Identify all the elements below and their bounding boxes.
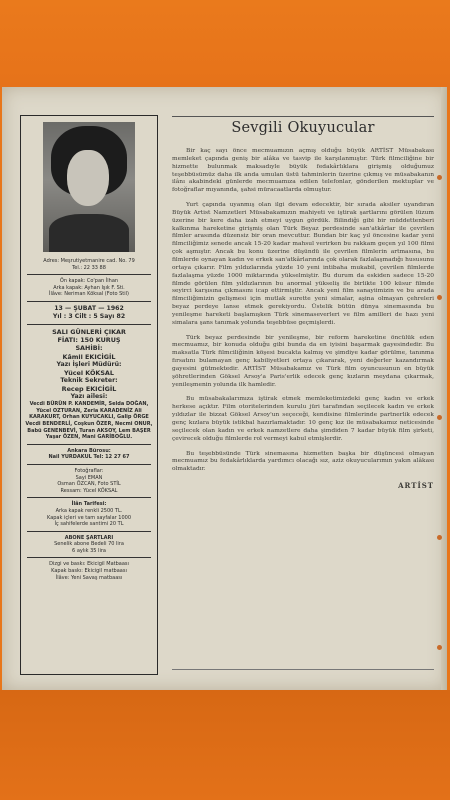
binding-hole (437, 175, 442, 180)
editorial-signature: ARTİST (398, 481, 434, 491)
editorial-column (172, 115, 434, 680)
editor-title: Yazı İşleri Müdürü: (56, 360, 122, 368)
divider (27, 274, 151, 275)
printing-1: Dizgi ve baskı: Ekicigil Matbaası (49, 561, 129, 568)
telephone: Tel.: 22 33 88 (72, 264, 106, 271)
price: FİATI: 150 KURUŞ (57, 336, 121, 345)
photo-body (49, 214, 129, 252)
photo-credit-2: Osman ÖZCAN, Foto STİL (57, 481, 121, 488)
cover-front-credit: Ön kapak: Co'pan İlhan (59, 278, 119, 285)
writers-title: Yazı ailesi: (70, 393, 108, 401)
magazine-page (2, 87, 447, 690)
tech-title: Teknik Sekreter: (60, 376, 118, 384)
binding-hole (437, 645, 442, 650)
orange-background-bottom (0, 690, 450, 800)
ankara-title: Ankara Bürosu: (67, 447, 111, 454)
divider (27, 497, 151, 498)
ad-rate-3: İç sahifelerde santimi 20 TL (54, 521, 124, 528)
cover-back-credit: Arka kapak: Ayhan Işık F. Sti. (53, 284, 125, 291)
divider (27, 301, 151, 302)
insert-credit: İlâve: Neriman Köksal (Foto Stil) (48, 291, 129, 298)
editorial-paragraph: Yurt çapında uyanmış olan ilgi devam edecektir, bir sırada aksiler uyandıran Büyük Artist Namzetleri Müsabakamızın mahiyeti ve iştirak şartlarını görülen lüzum üzerine bir kere daha izah etmeyi uygun gördük. Bilindiği gibi bir müddettenberi kalkınma hareketine girişmiş olan Türk Beyaz perdesinde san'atkârlar ile çevrilen filmler arasında düzensiz bir oran mevcuttur. Bundan bir kaç yıl öncesine kadar yeni filmciliğimiz senede ancak 15-20 kadar mahsul verirken bu rakkam geçen yıl 100 filmi çok aşmıştır. Ancak bu konu üzerine düşündü ile çevrilen filmlerin artmasına, bu filmlerde oynayan kadın ve erkek san'atkârlarında çok olarak fazlalaşmadığı hususunu ortaya çıkarır. Film yıldızlarında yüzde 10 yeni intibaha mukabil, çevrilen filmlerde fazlalaşma yüzde 1000 miktarında yükselmiştir. Bu durum da eskiden sadece 15-20 filmde görülen film yıldızlarının bu anormal yükseliş ile birlikte 100 küsur filmde seyirci karşısına çıkmasını icap ettirmiştir. Ancak yeni film sanayiimizin ve bu arada filmciliğimizin gelişmesi için mutlak surette yeni simalar, aşina olmayan çehreleri beyaz perdeye lanse etmek gerekiyordu. Üstelik bütün dünya sinemasında bu yenileşme hareketi başlamışken Türk sinemaseverleri ve film amilleri de hazı yeni simalara şans tanımak yolunda teşebbüse geçmişlerdi. (172, 202, 434, 326)
binding-hole (437, 535, 442, 540)
editorial-paragraph: Bu müsabakalarımıza iştirak etmek memleketimizdeki genç kadın ve erkek herkese açıktır. Film otoritelerinden kurulu jüri tarafından seçilecek kadın ve erkek yıldızlar ile bizzat Göksel Arsoy'un seçeceği, kendisine filmlerinde partnerlik edecek genç kızlara büyük istikbal hazırlamaktadır. 10 genç kız ile müsabakamız neticesinde seçilecek olan kadın ve erkek namzetlere daha şimdiden 7 kadar büyük film şirketi, çevirecek olduğu filmlerde rol vermeyi kabul etmişlerdir. (172, 396, 434, 442)
ad-title: İlân Tarifesi: (71, 501, 107, 508)
printing-2: Kapak baskı: Ekicigil matbaası (51, 568, 127, 575)
ankara-contact: Nail YURDAKUL Tel: 12 27 67 (48, 454, 130, 461)
owner-name: Kâmil EKICİGİL (62, 352, 116, 361)
editorial-paragraph: Bir kaç sayı önce mecmuamızın açmış olduğu büyük ARTİST Müsabakası memleket çapında geniş bir alâka ve tasvip ile karşılanmıştır. Türk filmciliğine bir hizmette bulunmak maksadıyle büyük fedakârlıklara girişmiş olduğumuz teşebbüsümüz daha ilk anda umulan üstü tahminlerin üzerine çıkmış ve müsabakanın ilânı akabindeki günlerde mecmuamıza edilen telefonlar, gönderilen mektuplar ve fotoğraflar mıyanında, şahsi müracaatlarda olmuştur. (172, 148, 434, 194)
orange-background-top (0, 0, 450, 90)
owner-title: SAHİBİ: (75, 344, 103, 353)
binding-hole (437, 415, 442, 420)
divider (27, 324, 151, 325)
subscription-yearly: Senelik abone Bedeli 70 lira (54, 541, 124, 548)
editorial-paragraph: Bu teşebbüsünde Türk sinemasına hizmetten başka bir düşüncesi olmayan mecmuamız bu fedakârlıklarda yardımcı olacağı sız, aziz okuyucularımın yakın alâkası olmaktadır. (172, 450, 434, 473)
tech-name: Recep EKICİGİL (61, 384, 117, 393)
divider (27, 444, 151, 445)
editorial-paragraph: Türk beyaz perdesinde bir yenileşme, bir reform hareketine öncülük eden mecmuamız, bir konuda olduğu gibi bunda da en iyisini başarmak gayesindedir. Bu maksatla Türk filmciliğinin köşesi bucakta kalmış ve şimdiye kadar görülme, tanınma fırsatını bulamayan genç kabiliyetleri ortaya çıkararak, yeni değerler kazandırmak gayesini gütmektedir. ARTİST Müsabakamız ve Türk film oyuncusunun en büyük şöhretlerinden Göksel Arsoy'a Paris'erlik edecek genç kızların meydana çıkarmak, yenileşmenin yolunda ilk hamledir. (172, 334, 434, 388)
photo-face (67, 150, 109, 206)
masthead-column (20, 115, 158, 675)
divider (27, 464, 151, 465)
ad-rate-1: Arka kapak renkli 2500 TL. (55, 507, 123, 514)
divider (27, 557, 151, 558)
divider (27, 531, 151, 532)
writers-list: Vecdi BÜRÜN P. KANDEMİR, Selda DOĞAN, Yücel OZTURAN, Zeria KARADENİZ Ali KARAKURT, Orhan KUYUCAKLI, Galip ÖRGE Vecdi BENDERLİ, Coşkun ÖZER, Necmi ONUR, Babü GENENBEVİ, Turan AKSOY, Lem BAŞER Yaşar ÖZEN, Mani GARİBOĞLU. (25, 401, 153, 441)
cover-photo (43, 122, 135, 252)
ad-rate-2: Kapak içleri ve tam sayfalar 1000 (47, 514, 131, 521)
binding-hole (437, 295, 442, 300)
subscription-title: ABONE ŞARTLARI (64, 534, 114, 541)
artist-credit: Ressam: Yücel KÖKSAL (60, 487, 118, 494)
photo-credit-1: Sayi EMAN (75, 474, 103, 481)
printing-3: İlâve: Yeni Savaş matbaası (55, 574, 123, 581)
publish-days: SALI GÜNLERİ ÇIKAR (52, 327, 126, 336)
address: Adres: Meşrutiyetmanire cad. No. 79 (43, 258, 135, 264)
issue-date: 13 — ŞUBAT — 1962 (54, 304, 124, 312)
editorial-title: Sevgili Okuyucular (172, 116, 434, 136)
subscription-6month: 6 aylık 35 lira (72, 547, 106, 554)
bottom-rule (172, 669, 434, 670)
editor-name: Yücel KÖKSAL (64, 368, 114, 377)
issue-volume: Yıl : 3 Cilt : 5 Sayı 82 (52, 312, 126, 320)
photo-title: Fotoğraflar: (74, 467, 104, 474)
